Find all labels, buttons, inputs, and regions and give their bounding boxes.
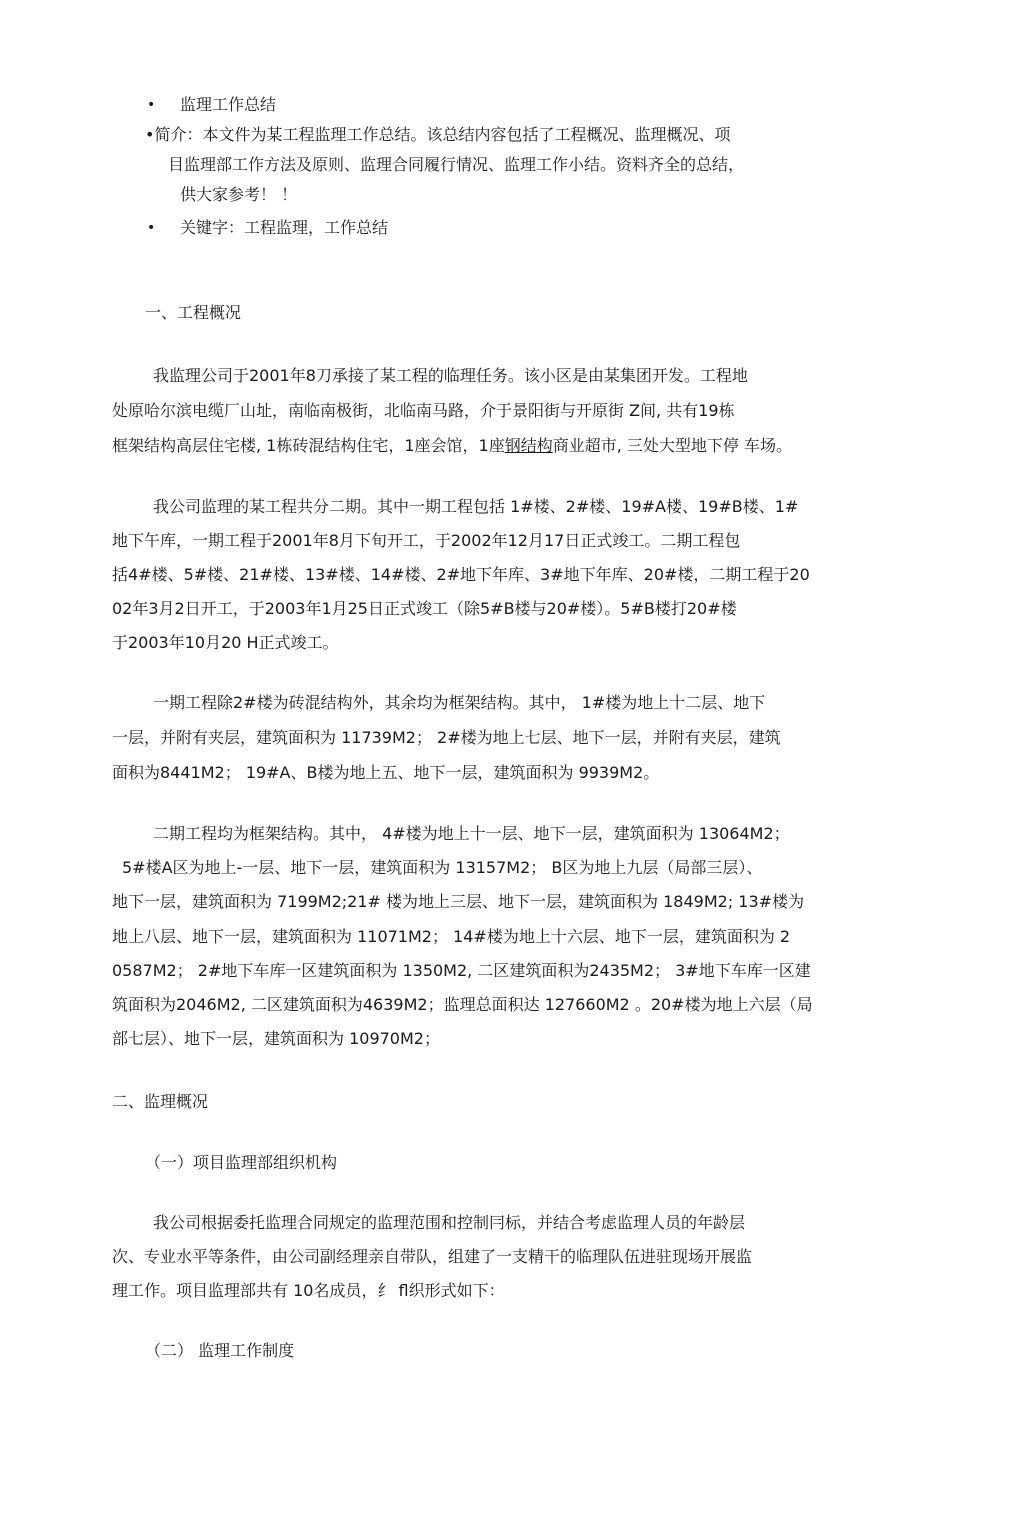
- steel-structure-link[interactable]: 钢结构: [504, 436, 553, 455]
- summary-intro-line-2: 目监理部工作方法及原则、监理合同履行情况、监理工作小结。资料齐全的总结，: [168, 155, 745, 174]
- section1-p4-line-6: 筑面积为2046M2, 二区建筑面积为4639M2；监理总面积达 127660M2 。20#楼为地上六层（局: [112, 995, 813, 1014]
- section1-heading: 一、工程概况: [145, 303, 242, 322]
- section2-heading: 二、监理概况: [112, 1092, 209, 1111]
- summary-intro-line-1: •简介：本文件为某工程监理工作总结。该总结内容包括了工程概况、监理概况、项: [145, 125, 731, 144]
- section1-p3-line-3: 面积为8441M2； 19#A、B楼为地上五、地下一层，建筑面积为 9939M2。: [112, 763, 660, 782]
- section1-p4-line-3: 地下一层，建筑面积为 7199M2;21# 楼为地上三层、地下一层，建筑面积为 1849M2; 13#楼为: [112, 892, 805, 911]
- section1-p1-line-3: [112, 436, 792, 456]
- section1-p1-line-2: 处原哈尔滨电缆厂山址，南临南极街，北临南马路，介于景阳街与开原街 Z间, 共有19栋: [112, 401, 735, 420]
- summary-title: 监理工作总结: [180, 95, 277, 114]
- section1-p4-line-5: 0587M2； 2#地下车库一区建筑面积为 1350M2, 二区建筑面积为2435M2； 3#地下车库一区建: [112, 961, 811, 980]
- section1-p4-line-4: 地上八层、地下一层，建筑面积为 11071M2； 14#楼为地上十六层、地下一层，建筑面积为 2: [112, 927, 791, 946]
- section1-p4-line-1: 二期工程均为框架结构。其中， 4#楼为地上十一层、地下一层，建筑面积为 13064M2；: [153, 824, 790, 843]
- section1-p2-line-5: 于2003年10月20 H正式竣工。: [112, 633, 339, 652]
- section1-p1-line-3-part-a: 框架结构高层住宅楼, 1栋砖混结构住宅，1座会馆，1座: [112, 436, 505, 455]
- section1-p1-line-3-part-b: 商业超市, 三处大型地下停 车场。: [552, 436, 792, 455]
- section2-sub2-heading: （二） 监理工作制度: [145, 1341, 295, 1360]
- section1-p4-line-7: 部七层）、地下一层，建筑面积为 10970M2；: [112, 1029, 440, 1048]
- section2-p1-line-3: 理工作。项目监理部共有 10名成员，纟 fl织形式如下：: [112, 1281, 505, 1300]
- section2-p1-line-2: 次、专业水平等条件，由公司副经理亲自带队，组建了一支精干的临理队伍进驻现场开展监: [112, 1247, 753, 1266]
- summary-keywords: 关键字：工程监理，工作总结: [180, 218, 389, 237]
- section2-sub1-heading: （一）项目监理部组织机构: [145, 1153, 338, 1172]
- section1-p2-line-4: 02年3月2日开工，于2003年1月25日正式竣工（除5#B楼与20#楼）。5#B楼打20#楼: [112, 599, 737, 618]
- section1-p2-line-1: 我公司监理的某工程共分二期。其中一期工程包括 1#楼、2#楼、19#A楼、19#B楼、1#: [153, 497, 799, 516]
- section1-p3-line-2: 一层，并附有夹层，建筑面积为 11739M2； 2#楼为地上七层、地下一层，并附有夹层，建筑: [112, 728, 781, 747]
- summary-intro-line-3: 供大家参考！ ！: [180, 185, 298, 204]
- bullet-keywords: •: [147, 220, 156, 236]
- section2-p1-line-1: 我公司根据委托监理合同规定的监理范围和控制冃标，并结合考虑监理人员的年龄层: [153, 1213, 746, 1232]
- bullet-title: •: [147, 97, 156, 113]
- section1-p1-line-1: 我监理公司于2001年8刀承接了某工程的临理任务。该小区是由某集团开发。工程地: [153, 366, 748, 385]
- section1-p2-line-2: 地下午库，一期工程于2001年8月下旬开工，于2002年12月17日正式竣工。二期工程包: [112, 531, 741, 550]
- section1-p2-line-3: 括4#楼、5#楼、21#楼、13#楼、14#楼、2#地下年库、3#地下年库、20#楼，二期工程于20: [112, 565, 810, 584]
- section1-p4-line-2: 5#楼A区为地上-一层、地下一层，建筑面积为 13157M2； B区为地上九层（局部三层）、: [122, 858, 763, 877]
- section1-p3-line-1: 一期工程除2#楼为砖混结构外，其余均为框架结构。其中， 1#楼为地上十二层、地下: [153, 693, 766, 712]
